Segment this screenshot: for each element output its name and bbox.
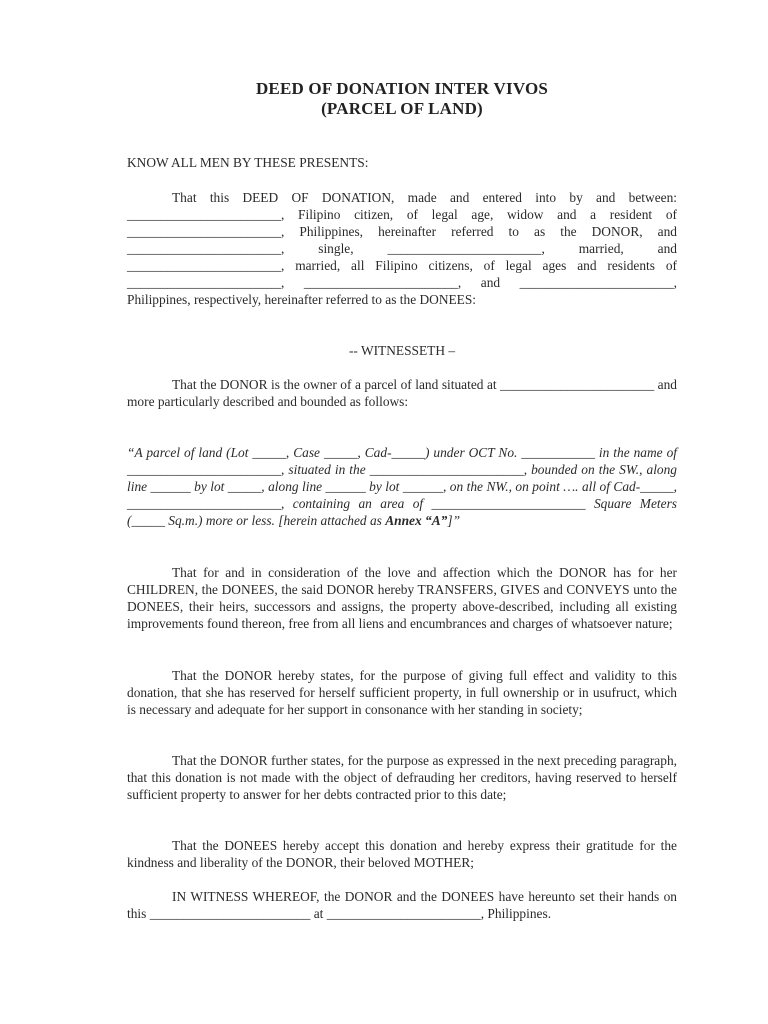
document-title: DEED OF DONATION INTER VIVOS	[255, 79, 549, 98]
document-subtitle: (PARCEL OF LAND)	[321, 99, 483, 118]
annex-label: Annex “A”	[385, 513, 448, 528]
paragraph-acceptance: That the DONEES hereby accept this donation and hereby express their gratitude for the kindness and liberality of the DONOR, their beloved MOTHER;	[127, 838, 677, 870]
paragraph-parties: That this DEED OF DONATION, made and entered into by and between: _______________________, Filipino citizen, of legal age, widow and a resident of _______________________, Philippines, hereinafter referred to as the DONOR, and _______________________, single, _______________________, married, and _______________________, married, all Filipino citizens, of legal ages and residents of _______________________, _______________________, and _______________________, Philippines, respectively, hereinafter referred to as the DONEES:	[127, 190, 677, 307]
paragraph-ownership: That the DONOR is the owner of a parcel of land situated at _______________________ and more particularly described and bounded as follows:	[127, 377, 677, 409]
property-description-text: “A parcel of land (Lot _____, Case _____, Cad-_____) under OCT No. ___________ in the name of _______________________, situated in the _______________________, bounded on the SW., along line ______ by lot _____, along line ______ by lot ______, on the NW., on point …. all of Cad-_____, _______________________, containing an area of _______________________ Square Meters (_____ Sq.m.) more or less. [herein attached as	[127, 445, 677, 528]
paragraph-consideration: That for and in consideration of the love and affection which the DONOR has for her CHILDREN, the DONEES, the said DONOR hereby TRANSFERS, GIVES and CONVEYS unto the DONEES, their heirs, successors and assigns, the property above-described, including all existing improvements found thereon, free from all liens and encumbrances and charges of whatsoever nature;	[127, 565, 677, 631]
intro-line: KNOW ALL MEN BY THESE PRESENTS:	[127, 155, 369, 170]
paragraph-witness-whereof: IN WITNESS WHEREOF, the DONOR and the DONEES have hereunto set their hands on this ________________________ at _______________________, Philippines.	[127, 889, 677, 921]
property-description	[127, 444, 677, 529]
paragraph-reservation: That the DONOR hereby states, for the purpose of giving full effect and validity to this donation, that she has reserved for herself sufficient property, in full ownership or in usufruct, which is necessary and adequate for her support in consonance with her standing in society;	[127, 668, 677, 717]
property-description-end: ]”	[447, 513, 461, 528]
paragraph-no-fraud: That the DONOR further states, for the purpose as expressed in the next preceding paragraph, that this donation is not made with the object of defrauding her creditors, having reserved to herself sufficient property to answer for her debts contracted prior to this date;	[127, 753, 677, 802]
witnesseth-heading: -- WITNESSETH –	[348, 343, 456, 358]
